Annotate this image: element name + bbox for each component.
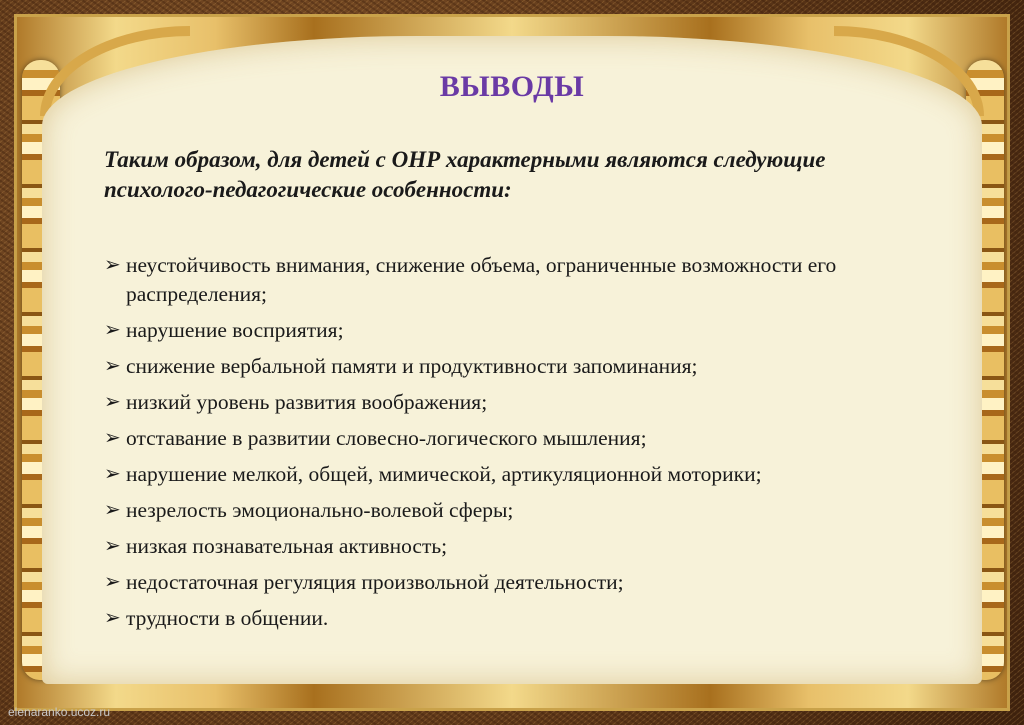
watermark-text: elenaranko.ucoz.ru xyxy=(8,705,111,719)
arrow-bullet-icon: ➢ xyxy=(104,254,121,276)
list-item: ➢ низкая познавательная активность; xyxy=(104,532,934,561)
slide-title: ВЫВОДЫ xyxy=(439,70,585,103)
intro-text: Таким образом, для детей с ОНР характерными являются следующие психолого-педагогические особенности: xyxy=(104,147,826,202)
arrow-bullet-icon: ➢ xyxy=(104,499,121,521)
features-list xyxy=(104,251,934,640)
arrow-bullet-icon: ➢ xyxy=(104,571,121,593)
list-item: ➢ трудности в общении. xyxy=(104,604,934,633)
arrow-bullet-icon: ➢ xyxy=(104,427,121,449)
list-item: ➢ нарушение восприятия; xyxy=(104,316,934,345)
list-item: ➢ недостаточная регуляция произвольной деятельности; xyxy=(104,568,934,597)
list-item: ➢ незрелость эмоционально-волевой сферы; xyxy=(104,496,934,525)
list-item: ➢ низкий уровень развития воображения; xyxy=(104,388,934,417)
arrow-bullet-icon: ➢ xyxy=(104,355,121,377)
list-item: ➢ нарушение мелкой, общей, мимической, артикуляционной моторики; xyxy=(104,460,934,489)
list-item: ➢ отставание в развитии словесно-логического мышления; xyxy=(104,424,934,453)
list-item: ➢ снижение вербальной памяти и продуктивности запоминания; xyxy=(104,352,934,381)
arrow-bullet-icon: ➢ xyxy=(104,391,121,413)
list-item: ➢ неустойчивость внимания, снижение объема, ограниченные возможности его распределения; xyxy=(104,253,837,306)
arrow-bullet-icon: ➢ xyxy=(104,607,121,629)
arrow-bullet-icon: ➢ xyxy=(104,535,121,557)
arrow-bullet-icon: ➢ xyxy=(104,319,121,341)
arrow-bullet-icon: ➢ xyxy=(104,463,121,485)
